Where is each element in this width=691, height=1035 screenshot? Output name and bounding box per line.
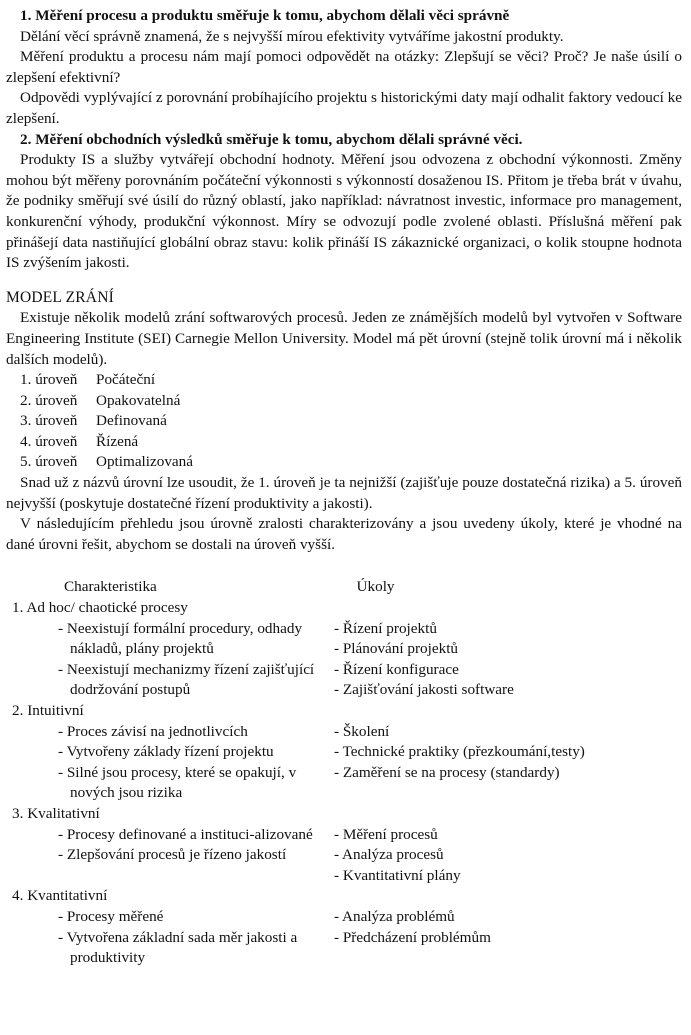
- tasks-cell: [326, 825, 682, 887]
- header-tasks: Úkoly: [356, 578, 395, 596]
- maturity-level-item: [6, 391, 682, 412]
- characteristic-item: - Neexistují mechanizmy řízení zajišťující dodržování postupů: [58, 660, 315, 699]
- task-item: - Zaměření se na procesy (standardy): [334, 763, 560, 781]
- characteristic-item: - Zlepšování procesů je řízeno jakostí: [58, 846, 287, 864]
- level-name: Řízená: [96, 432, 139, 450]
- task-item: - Analýza problémů: [334, 907, 455, 925]
- level-number: 2. úroveň: [20, 391, 78, 409]
- characteristics-cell: [6, 722, 326, 804]
- level-number: 5. úroveň: [20, 453, 78, 471]
- levels-summary: Snad už z názvů úrovní lze usoudit, že 1. úroveň je ta nejnižší (zajišťuje pouze dostatečná rizika) a 5. úroveň nejvyšší (poskytuje dostatečné řízení produktivity a jakosti).: [6, 474, 682, 512]
- tasks-cell: [326, 619, 682, 701]
- task-item: - Školení: [334, 722, 390, 740]
- header-characteristics: Charakteristika: [64, 578, 157, 596]
- spacer: [6, 555, 682, 577]
- level-number: 4. úroveň: [20, 432, 78, 450]
- level-name: Počáteční: [96, 371, 156, 389]
- level-name: Optimalizovaná: [96, 453, 193, 471]
- maturity-level-item: [6, 370, 682, 391]
- task-item: - Předcházení problémům: [334, 928, 491, 946]
- characteristics-cell: [6, 907, 326, 969]
- maturity-level-item: [6, 452, 682, 473]
- task-item: - Řízení projektů: [334, 619, 437, 637]
- category-title: 4. Kvantitativní: [12, 887, 108, 905]
- characteristic-item: - Proces závisí na jednotlivcích: [58, 722, 248, 740]
- table-row: [6, 722, 682, 804]
- section1-paragraph-2: Měření produktu a procesu nám mají pomoci odpovědět na otázky: Zlepšují se věci? Proč? Je naše úsilí o zlepšení efektivní?: [6, 48, 682, 86]
- tasks-cell: [326, 907, 682, 969]
- task-item: - Měření procesů: [334, 825, 438, 843]
- section2-paragraph: Produkty IS a služby vytvářejí obchodní hodnoty. Měření jsou odvozena z obchodní výkonnosti. Změny mohou být měřeny porovnáním počáteční výkonnosti s výkonností dosaženou IS. Přitom je třeba brát v úvahu, že podniky směřují své úsilí do různý oblastí, jako například: návratnost investic, informace pro management, konkurenční výhody, produkční výkonnost. Míry se odvozují podle zvolené oblasti. Příslušná měření pak přinášejí data nastiňující globální obraz stavu: kolik přináší IS zákaznické organizaci, o kolik stoupne hodnota IS zvýšením jakosti.: [6, 151, 682, 272]
- characteristic-item: - Neexistují formální procedury, odhady nákladů, plány projektů: [58, 619, 303, 658]
- section1-paragraph-1: Dělání věcí správně znamená, že s nejvyšší mírou efektivity vytváříme jakostní produkty.: [20, 27, 564, 45]
- maturity-model-title: MODEL ZRÁNÍ: [6, 288, 114, 306]
- tasks-cell: [326, 722, 682, 804]
- table-header: [6, 577, 682, 598]
- maturity-intro: Existuje několik modelů zrání softwarových procesů. Jeden ze známějších modelů byl vytvořen v Software Engineering Institute (SEI) Carnegie Mellon University. Model má pět úrovní (stejně tolik úrovní má i několik dalších modelů).: [6, 309, 682, 368]
- level-name: Opakovatelná: [96, 391, 181, 409]
- task-item: - Kvantitativní plány: [334, 866, 461, 884]
- task-item: - Plánování projektů: [334, 640, 459, 658]
- maturity-levels-list: [6, 370, 682, 473]
- section2-heading: 2. Měření obchodních výsledků směřuje k tomu, abychom dělali správné věci.: [20, 130, 523, 148]
- level-number: 3. úroveň: [20, 412, 78, 430]
- table-row: [6, 907, 682, 969]
- category-title: 3. Kvalitativní: [12, 804, 100, 822]
- characteristic-item: - Procesy definované a instituci-alizované: [58, 825, 313, 843]
- table-row: [6, 825, 682, 887]
- category-title: 2. Intuitivní: [12, 702, 84, 719]
- document-page: [6, 6, 682, 969]
- characteristic-item: - Vytvořena základní sada měr jakosti a produktivity: [58, 928, 298, 967]
- characteristics-cell: [6, 619, 326, 701]
- characteristic-item: - Vytvořeny základy řízení projektu: [58, 743, 274, 761]
- characteristics-cell: [6, 825, 326, 887]
- section1-heading: 1. Měření procesu a produktu směřuje k tomu, abychom dělali věci správně: [20, 7, 510, 24]
- characteristic-item: - Procesy měřené: [58, 907, 164, 925]
- level-number: 1. úroveň: [20, 371, 78, 389]
- task-item: - Analýza procesů: [334, 846, 444, 864]
- section1-paragraph-3: Odpovědi vyplývající z porovnání probíhajícího projektu s historickými daty mají odhalit faktory vedoucí ke zlepšení.: [6, 89, 682, 127]
- maturity-table: [6, 577, 682, 968]
- task-item: - Zajišťování jakosti software: [334, 681, 514, 699]
- characteristic-item: - Silné jsou procesy, které se opakují, v nových jsou rizika: [58, 763, 297, 802]
- levels-overview-intro: V následujícím přehledu jsou úrovně zralosti charakterizovány a jsou uvedeny úkoly, které je vhodné na dané úrovni řešit, abychom se dostali na úroveň vyšší.: [6, 515, 682, 553]
- task-item: - Technické praktiky (přezkoumání,testy): [334, 743, 585, 761]
- maturity-level-item: [6, 411, 682, 432]
- maturity-level-item: [6, 432, 682, 453]
- level-name: Definovaná: [96, 412, 167, 430]
- task-item: - Řízení konfigurace: [334, 660, 459, 678]
- category-title: 1. Ad hoc/ chaotické procesy: [12, 599, 188, 617]
- table-row: [6, 619, 682, 701]
